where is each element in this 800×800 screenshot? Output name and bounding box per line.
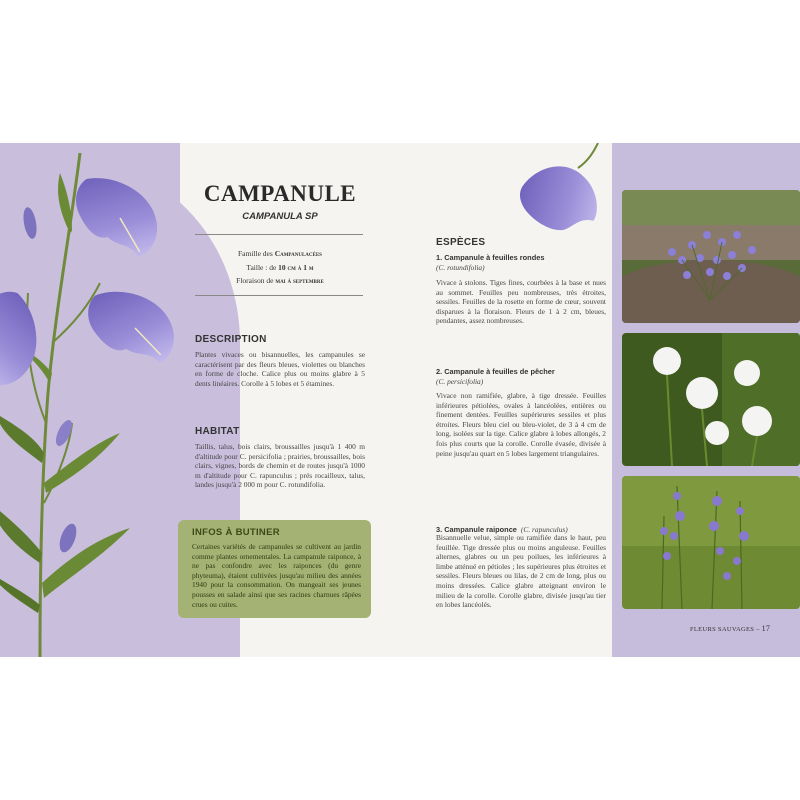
species-1-name: 1. Campanule à feuilles rondes [436,253,545,262]
family-line [190,247,370,261]
info-text: Certaines variétés de campanules se cultivent au jardin comme plantes ornementales. La campanule raiponce, à ne pas confondre avec les raiponces (du genre phyteuma), étaient cultivées jusqu'au milieu des années 1940 pour la consommation. On mangeait ses jeunes pousses en salade ainsi que ses racines charnues râpées crues ou cuites. [192,542,361,609]
bloom-label: Floraison de [236,276,274,285]
species-2-latin: (C. persicifolia) [436,377,484,386]
species-3-name: 3. Campanule raiponce [436,525,517,534]
species-3-text: Bisannuelle velue, simple ou ramifiée dans le haut, peu feuillée. Tige dressée plus ou moins anguleuse. Feuilles alternes, glabres ou un peu poilues, les inférieures à limbe atténué en pétioles ; les supérieures plus étroites et sessiles. Fleurs bleues ou lilas, de 2 cm de long, plus ou moins dressées. Calice glabre atteignant environ le milieu de la corolle. Corolle glabre, divisée jusqu'au tier en lobes lancéolés. [436,533,606,610]
bloom-value: mai à septembre [275,276,324,285]
size-line [190,261,370,275]
bloom-line [190,274,370,288]
species-1-latin: (C. rotundifolia) [436,263,485,272]
family-label: Famille des [238,249,273,258]
species-1-text: Vivace à stolons. Tiges fines, courbées à la base et nues au sommet. Feuilles peu nombreuses, très étroites, sessiles. Feuilles de la rosette en forme de cœur, souvent disparues à la floraison. Fleurs de 1 à 2 cm, bleues, pendantes, assez nombreuses. [436,278,606,326]
especes-heading: ESPÈCES [436,237,486,248]
footer-section: FLEURS SAUVAGES [690,626,755,633]
book-spread [0,143,800,657]
facts-block [190,247,370,288]
family-value: Campanulacées [274,249,322,258]
bellflower-small-illustration [518,143,608,243]
habitat-heading: HABITAT [195,426,240,437]
latin-subtitle: CAMPANULA SP [242,211,318,222]
info-heading: INFOS À BUTINER [192,527,280,538]
photo-rapunculus [622,476,800,609]
habitat-text: Taillis, talus, bois clairs, broussailles jusqu'à 1 400 m d'altitude pour C. persicifolia ; prairies, broussailles, bois clairs, vignes, bords de chemin et de routes jusqu'à 1000 m d'altitude pour C. rapunculus ; prés rocailleux, talus, landes jusqu'à 2 000 m pour C. rotundifolia. [195,442,365,490]
description-heading: DESCRIPTION [195,334,267,345]
photo-persicifolia [622,333,800,466]
page-title: CAMPANULE [203,181,357,206]
species-2-text: Vivace non ramifiée, glabre, à tige dressée. Feuilles inférieures pétiolées, ovales à lancéolées, entières ou finement dentées. Feuilles supérieures sessiles et plus étroites. Fleurs bleu ciel ou bleu-violet, de 3 à 4 cm de long, isolées sur la tige. Calice glabre à lobes allongés, 2 fois plus courts que la corolle. Corolle évasée, divisée à peine jusqu'au quart en 5 lobes largement triangulaires. [436,391,606,458]
species-3-latin: (C. rapunculus) [520,525,568,534]
size-value: 10 cm à 1 m [278,262,314,272]
photo-rotundifolia [622,190,800,323]
footer-separator: – [756,626,760,633]
info-box [178,520,371,618]
divider-top [195,234,363,235]
size-label: Taille : de [246,262,277,272]
description-text: Plantes vivaces ou bisannuelles, les campanules se caractérisent par des fleurs bleues, violettes ou blanches en forme de cloche. Calice plus ou moins glabre à 5 dents linéaires. Corolle à 5 lobes et 5 étamines. [195,350,365,388]
divider-bottom [195,295,363,296]
page-number: 17 [761,624,771,633]
species-2-name: 2. Campanule à feuilles de pêcher [436,367,555,376]
page-footer [690,624,770,633]
